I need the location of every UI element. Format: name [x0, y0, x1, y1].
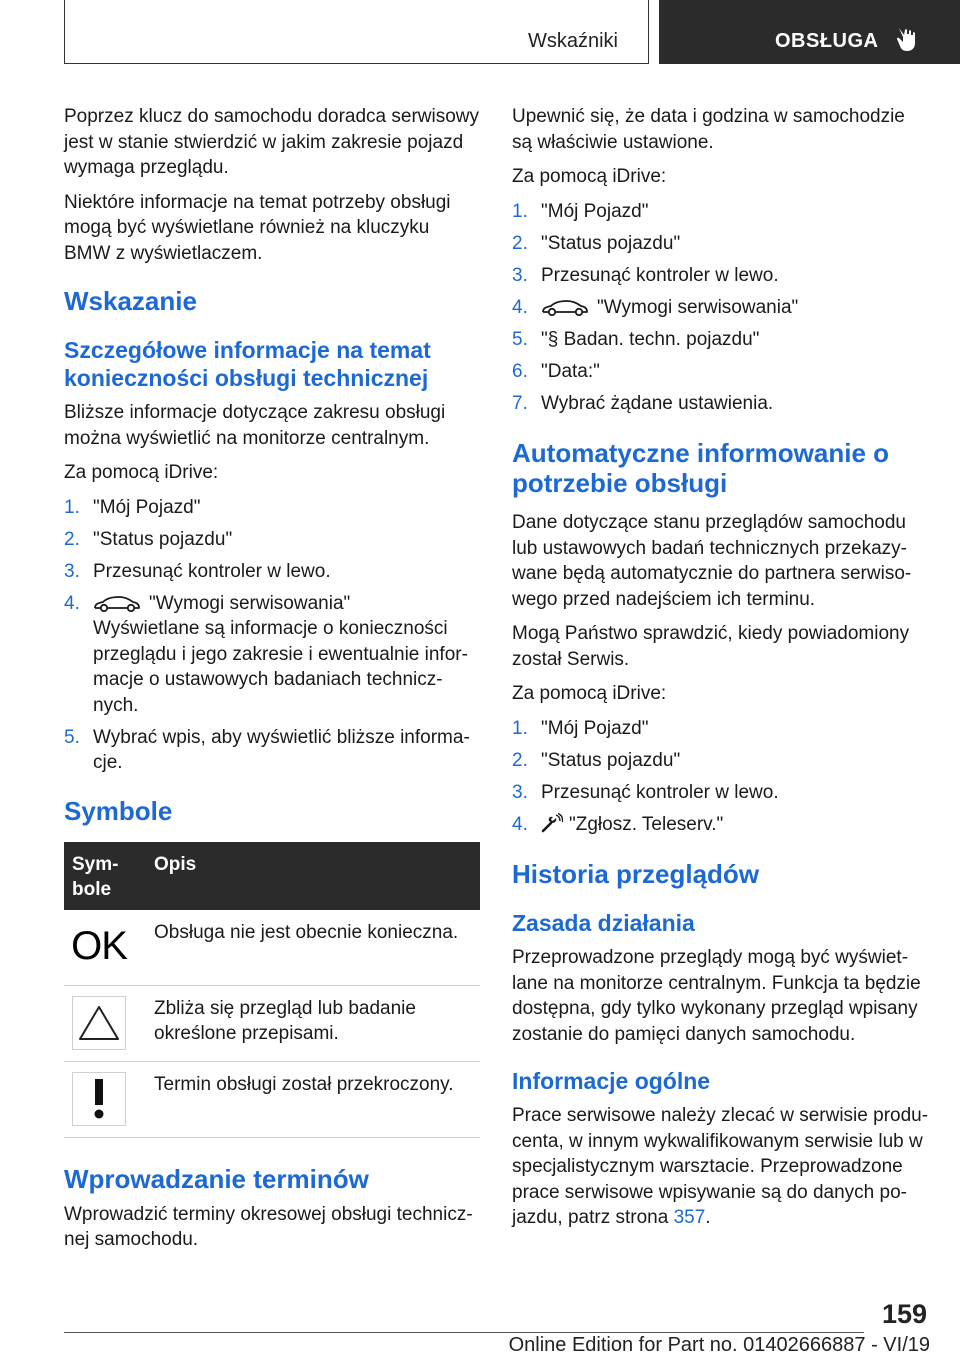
list-item: [64, 559, 480, 585]
symbol-cell: [64, 985, 146, 1061]
step-text: "Wymogi serwisowania": [597, 296, 799, 318]
steps-list-right-2: [512, 716, 930, 838]
list-item: [512, 748, 930, 774]
step-number: 4.: [64, 592, 80, 614]
step-text: "Mój Pojazd": [541, 717, 649, 739]
heading-informacje-ogolne: Informacje ogólne: [512, 1068, 711, 1094]
step-text: "Wymogi serwisowania": [149, 592, 351, 614]
list-item: [512, 780, 930, 806]
exclamation-icon: [72, 1072, 126, 1126]
symbols-table: [64, 842, 480, 1138]
symbol-cell: [64, 910, 146, 986]
step-number: 7.: [512, 392, 528, 414]
step-number: 1.: [512, 200, 528, 222]
footer-edition: Online Edition for Part no. 01402666887 - VI/19: [508, 1334, 930, 1356]
step-number: 3.: [512, 264, 528, 286]
list-item: [512, 199, 930, 225]
steps-list-right: [512, 199, 930, 417]
column-header-symbol: Symbole: [64, 842, 146, 910]
car-icon: [541, 299, 589, 317]
list-item: [512, 716, 930, 742]
description-cell: Obsługa nie jest obecnie konieczna.: [146, 910, 480, 986]
list-item: [512, 263, 930, 289]
step-text: "Zgłosz. Teleserv.": [569, 813, 724, 835]
list-item: [512, 812, 930, 838]
steps-list-left: [64, 495, 480, 776]
header-section-box: [64, 0, 649, 64]
paragraph-idrive-2: Za pomocą iDrive:: [512, 683, 667, 704]
warning-triangle-icon: [72, 996, 126, 1050]
right-column: [512, 104, 930, 1240]
step-text: "Status pojazdu": [541, 232, 681, 254]
list-item: [512, 359, 930, 385]
page-reference-suffix: .: [705, 1207, 711, 1228]
paragraph-przeprowadzone: Przeprowadzone przeglądy mogą być wyświetlane na monitorze centralnym. Funkcja ta będzie dostępna, gdy tylko wykonany przegląd wpisany zostanie do pamięci danych samochodu.: [512, 947, 921, 1045]
paragraph-prace: [512, 1103, 930, 1231]
step-number: 3.: [64, 560, 80, 582]
step-number: 4.: [512, 813, 528, 835]
page-reference-link[interactable]: 357: [673, 1207, 706, 1228]
paragraph-wprowadzic: Wprowadzić terminy okresowej obsługi technicznej samochodu.: [64, 1203, 473, 1250]
left-column: [64, 104, 480, 1262]
paragraph-idrive: Za pomocą iDrive:: [512, 166, 667, 187]
header-chapter-box: [659, 0, 960, 64]
list-item: [512, 231, 930, 257]
intro-paragraph-1: Poprzez klucz do samochodu doradca serwisowy jest w stanie stwierdzić w jakim zakresie pojazd wymaga przeglądu.: [64, 106, 480, 178]
intro-paragraph-2: Niektóre informacje na temat potrzeby obsługi mogą być wyświetlane również na kluczyku BMW z wyświetlaczem.: [64, 191, 451, 264]
list-item: [64, 495, 480, 521]
step-number: 6.: [512, 360, 528, 382]
step-number: 5.: [512, 328, 528, 350]
list-item: [64, 725, 480, 776]
table-row: [64, 910, 480, 986]
paragraph-moga: Mogą Państwo sprawdzić, kiedy powiadomiony został Serwis.: [512, 623, 910, 670]
hand-pointer-icon: [895, 26, 919, 52]
list-item: [512, 391, 930, 417]
heading-wskazanie: Wskazanie: [64, 286, 197, 316]
heading-symbole: Symbole: [64, 795, 173, 826]
step-subtext: Wyświetlane są informacje o konieczności przeglądu i jego zakresie i ewentualnie informacje o ustawowych badaniach technicznych.: [93, 618, 468, 716]
step-text: "Mój Pojazd": [93, 496, 201, 518]
paragraph-upewnic: Upewnić się, że data i godzina w samochodzie są właściwie ustawione.: [512, 106, 905, 153]
paragraph-idrive: Za pomocą iDrive:: [64, 462, 219, 483]
step-text: "§ Badan. techn. pojazdu": [541, 328, 760, 350]
step-text: "Status pojazdu": [93, 528, 233, 550]
heading-szczegolowe-informacje: Szczegółowe informacje na temat konieczności obsługi technicznej: [64, 337, 431, 391]
ok-icon-label: OK: [71, 923, 127, 968]
list-item: [64, 527, 480, 553]
step-text: Przesunąć kontroler w lewo.: [541, 781, 779, 803]
page-number: 159: [881, 1299, 927, 1329]
paragraph-dane: Dane dotyczące stanu przeglądów samochodu lub ustawowych badań technicznych przekazywane będą automatycznie do partnera serwisowego przed nadejściem ich terminu.: [512, 512, 912, 610]
header-section-title: Wskaźniki: [527, 30, 618, 52]
table-row: [64, 1061, 480, 1137]
step-text: Wybrać wpis, aby wyświetlić bliższe informacje.: [93, 726, 470, 773]
heading-automatyczne-informowanie: Automatyczne informowanie o potrzebie obsługi: [512, 438, 890, 498]
heading-historia-przegladow: Historia przeglądów: [512, 859, 760, 889]
step-text: "Status pojazdu": [541, 749, 681, 771]
footer-divider: [64, 1332, 864, 1333]
list-item: [512, 327, 930, 353]
step-text: "Data:": [541, 360, 600, 382]
step-text: Wybrać żądane ustawienia.: [541, 392, 774, 414]
column-header-description: Opis: [146, 842, 480, 910]
step-number: 2.: [512, 749, 528, 771]
step-number: 1.: [512, 717, 528, 739]
step-number: 1.: [64, 496, 80, 518]
heading-zasada-dzialania: Zasada działania: [512, 910, 695, 936]
step-number: 2.: [64, 528, 80, 550]
step-text: Przesunąć kontroler w lewo.: [541, 264, 779, 286]
heading-wprowadzanie-terminow: Wprowadzanie terminów: [64, 1163, 369, 1194]
description-cell: Zbliża się przegląd lub badanie określone przepisami.: [146, 985, 480, 1061]
wrench-signal-icon: [541, 813, 563, 833]
list-item: [512, 295, 930, 321]
step-number: 5.: [64, 726, 80, 748]
step-number: 4.: [512, 296, 528, 318]
step-text: Przesunąć kontroler w lewo.: [93, 560, 331, 582]
symbol-cell: [64, 1061, 146, 1137]
list-item: [64, 591, 480, 719]
step-number: 3.: [512, 781, 528, 803]
ok-icon: [72, 920, 126, 974]
step-number: 2.: [512, 232, 528, 254]
paragraph-blizsze-informacje: Bliższe informacje dotyczące zakresu obsługi można wyświetlić na monitorze centralnym.: [64, 402, 446, 449]
table-row: [64, 985, 480, 1061]
table-header-row: [64, 842, 480, 910]
step-text: "Mój Pojazd": [541, 200, 649, 222]
paragraph-prace-text: Prace serwisowe należy zlecać w serwisie producenta, w innym wykwalifikowanym serwisie lub w specjalistycznym warsztacie. Przeprowadzone prace serwisowe wpisywanie są do danych pojazdu, patrz strona: [512, 1105, 929, 1228]
description-cell: Termin obsługi został przekroczony.: [146, 1061, 480, 1137]
header-chapter-title: OBSŁUGA: [775, 30, 879, 52]
car-icon: [93, 595, 141, 613]
